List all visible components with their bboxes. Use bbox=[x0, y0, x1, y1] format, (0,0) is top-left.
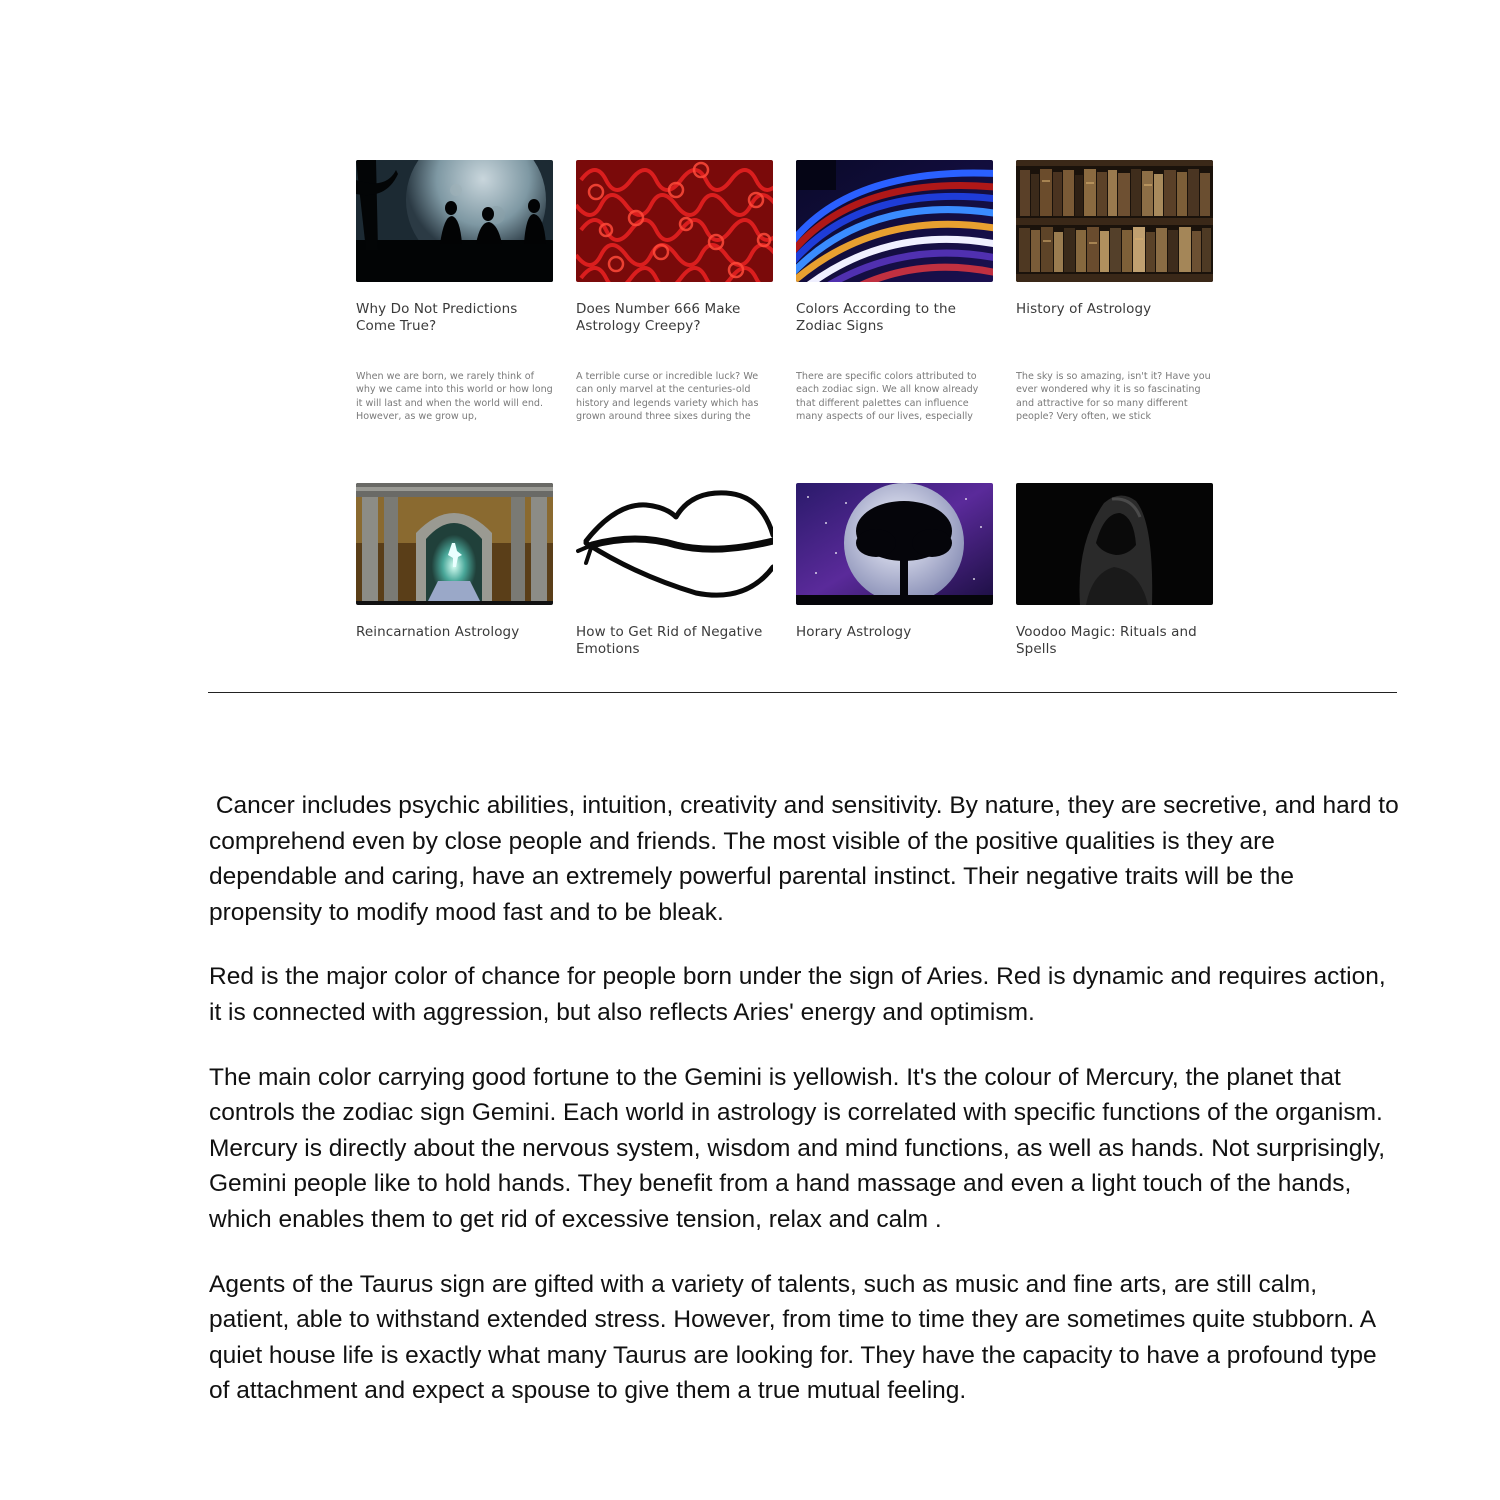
article-paragraph: Agents of the Taurus sign are gifted with a variety of talents, such as music and fine arts, are still calm, patient, able to withstand extended stress. However, from time to time they are sometimes quite stubborn. A quiet house life is exactly what many Taurus are looking for. They have the capacity to have a profound type of attachment and expect a spouse to give them a true mutual feeling. bbox=[209, 1270, 1377, 1405]
post-excerpt: The sky is so amazing, isn't it? Have you ever wondered why it is so fascinating and attractive for so many different people? Very often, we stick bbox=[1016, 371, 1211, 422]
post-thumbnail[interactable] bbox=[1016, 160, 1213, 282]
section-divider bbox=[208, 692, 1397, 693]
post-thumbnail[interactable] bbox=[1016, 483, 1213, 605]
post-card[interactable] bbox=[796, 160, 993, 422]
article-body bbox=[209, 788, 1406, 1438]
post-title[interactable]: Why Do Not Predictions Come True? bbox=[356, 301, 518, 334]
post-card[interactable] bbox=[356, 483, 553, 641]
article-paragraph: The main color carrying good fortune to the Gemini is yellowish. It's the colour of Mercury, the planet that controls the zodiac sign Gemini. Each world in astrology is correlated with specific functions of the organism. Mercury is directly about the nervous system, wisdom and mind functions, as well as hands. Not surprisingly, Gemini people like to hold hands. They benefit from a hand massage and even a light touch of the hands, which enables them to get rid of excessive tension, relax and calm . bbox=[209, 1063, 1386, 1233]
post-thumbnail[interactable] bbox=[576, 483, 773, 605]
post-excerpt: When we are born, we rarely think of why we came into this world or how long it will last and when the world will end. However, as we grow up, bbox=[356, 371, 553, 422]
post-title[interactable]: History of Astrology bbox=[1016, 301, 1152, 317]
post-thumbnail[interactable] bbox=[356, 160, 553, 282]
post-card[interactable] bbox=[1016, 160, 1213, 422]
post-card[interactable] bbox=[356, 160, 553, 422]
post-thumbnail[interactable] bbox=[796, 160, 993, 282]
post-card[interactable] bbox=[796, 483, 993, 641]
post-card[interactable] bbox=[1016, 483, 1213, 657]
post-title[interactable]: How to Get Rid of Negative Emotions bbox=[576, 624, 763, 657]
post-excerpt: A terrible curse or incredible luck? We can only marvel at the centuries-old history and legends variety which has grown around three sixes during the bbox=[576, 371, 759, 422]
article-paragraph: Cancer includes psychic abilities, intuition, creativity and sensitivity. By nature, they are secretive, and hard to comprehend even by close people and friends. The most visible of the positive qualities is they are dependable and caring, have an extremely powerful parental instinct. Their negative traits will be the propensity to modify mood fast and to be bleak. bbox=[209, 792, 1406, 926]
post-excerpt: There are specific colors attributed to each zodiac sign. We all know already that different palettes can influence many aspects of our lives, especially bbox=[796, 371, 979, 422]
post-card[interactable] bbox=[576, 160, 773, 422]
post-title[interactable]: Voodoo Magic: Rituals and Spells bbox=[1016, 624, 1197, 657]
post-title[interactable]: Reincarnation Astrology bbox=[356, 624, 520, 640]
post-title[interactable]: Colors According to the Zodiac Signs bbox=[796, 301, 957, 334]
post-thumbnail[interactable] bbox=[576, 160, 773, 282]
post-thumbnail[interactable] bbox=[796, 483, 993, 605]
post-thumbnail[interactable] bbox=[356, 483, 553, 605]
post-card[interactable] bbox=[576, 483, 773, 657]
article-paragraph: Red is the major color of chance for people born under the sign of Aries. Red is dynamic and requires action, it is connected with aggression, but also reflects Aries' energy and optimism. bbox=[209, 963, 1386, 1026]
post-title[interactable]: Horary Astrology bbox=[796, 624, 912, 640]
post-title[interactable]: Does Number 666 Make Astrology Creepy? bbox=[576, 301, 741, 334]
